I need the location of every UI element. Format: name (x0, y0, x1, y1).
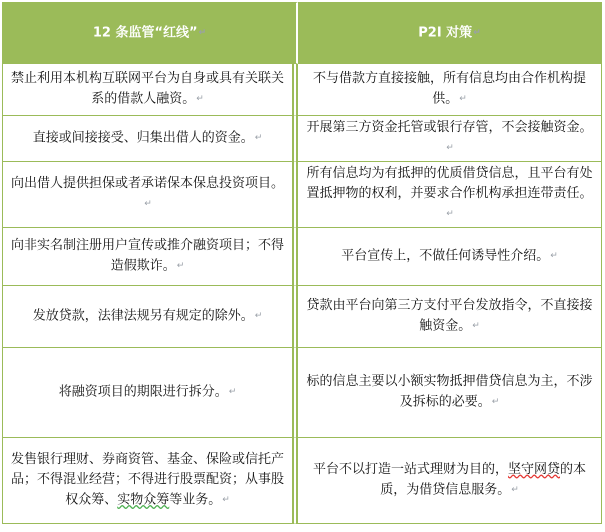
paragraph-mark-icon: ↵ (446, 143, 454, 153)
table-row (2, 286, 602, 348)
header-red-lines (2, 2, 298, 64)
red-line-text-underlined: 实物众筹 (117, 492, 170, 508)
red-line-text: 向非实名制注册用户宣传或推介融资项目；不得造假欺诈。 (10, 237, 284, 274)
red-line-text: 直接或间接接受、归集出借人的资金。 (32, 130, 254, 146)
paragraph-mark-icon: ↵ (473, 27, 481, 38)
paragraph-mark-icon: ↵ (198, 27, 207, 38)
countermeasure-text: 不与借款方直接接触，所有信息均由合作机构提供。 (312, 71, 586, 107)
red-line-cell (2, 116, 298, 162)
header-p2i-text: P2I 对策 (418, 25, 473, 41)
header-red-lines-text: 12 条监管“红线” (92, 25, 198, 41)
paragraph-mark-icon: ↵ (472, 320, 480, 331)
countermeasure-cell (298, 116, 602, 162)
red-line-cell (2, 286, 298, 348)
paragraph-mark-icon: ↵ (511, 484, 519, 495)
red-line-text: 禁止利用本机构互联网平台为自身或具有关联关系的借款人融资。 (10, 71, 284, 107)
red-line-cell (2, 162, 298, 228)
paragraph-mark-icon: ↵ (144, 198, 152, 209)
table-header-row (2, 2, 602, 64)
paragraph-mark-icon: ↵ (254, 133, 263, 143)
red-line-cell (2, 348, 298, 438)
table-row (2, 228, 602, 286)
red-line-text: 向出借人提供担保或者承诺保本保息投资项目。 (10, 175, 284, 191)
red-line-cell (2, 438, 298, 524)
paragraph-mark-icon: ↵ (491, 396, 500, 407)
red-line-text: 将融资项目的期限进行拆分。 (58, 384, 228, 400)
countermeasure-cell (298, 348, 602, 438)
countermeasure-cell (298, 64, 602, 116)
countermeasure-text-tail: 的本质，为借贷信息服务。 (380, 461, 587, 498)
countermeasure-cell (298, 438, 602, 524)
countermeasure-text: 所有信息均为有抵押的优质借贷信息，且平台有处置抵押物的权利，并要求合作机构承担连带责任。 (306, 165, 593, 201)
paragraph-mark-icon: ↵ (196, 94, 204, 105)
red-line-text-tail: 等业务。 (169, 492, 222, 508)
paragraph-mark-icon: ↵ (254, 310, 263, 321)
table-row (2, 348, 602, 438)
table-row (2, 438, 602, 524)
paragraph-mark-icon: ↵ (222, 494, 230, 505)
countermeasure-text: 开展第三方资金托管或银行存管，不会接触资金。 (306, 120, 593, 135)
paragraph-mark-icon: ↵ (550, 250, 558, 261)
countermeasure-text-underlined: 坚守网贷 (507, 461, 560, 477)
red-line-text: 发售银行理财、券商资管、基金、保险或信托产品；不得混业经营；不得进行股票配资；从事股权众筹、 (10, 451, 284, 508)
table-row (2, 162, 602, 228)
red-line-text: 发放贷款，法律法规另有规定的除外。 (32, 308, 254, 324)
paragraph-mark-icon: ↵ (446, 208, 454, 219)
red-line-cell (2, 228, 298, 286)
countermeasure-cell (298, 162, 602, 228)
countermeasure-text: 贷款由平台向第三方支付平台发放指令，不直接接触资金。 (306, 297, 593, 334)
countermeasure-text: 标的信息主要以小额实物抵押借贷信息为主，不涉及拆标的必要。 (306, 373, 593, 410)
red-line-cell (2, 64, 298, 116)
countermeasure-text: 平台不以打造一站式理财为目的， (312, 461, 508, 477)
paragraph-mark-icon: ↵ (459, 94, 467, 105)
table-row (2, 116, 602, 162)
regulation-table (2, 2, 602, 524)
countermeasure-cell (298, 228, 602, 286)
paragraph-mark-icon: ↵ (228, 386, 237, 397)
countermeasure-text: 平台宣传上，不做任何诱导性介绍。 (341, 248, 550, 264)
header-p2i-countermeasures (298, 2, 602, 64)
table-row (2, 64, 602, 116)
paragraph-mark-icon: ↵ (176, 260, 185, 271)
countermeasure-cell (298, 286, 602, 348)
